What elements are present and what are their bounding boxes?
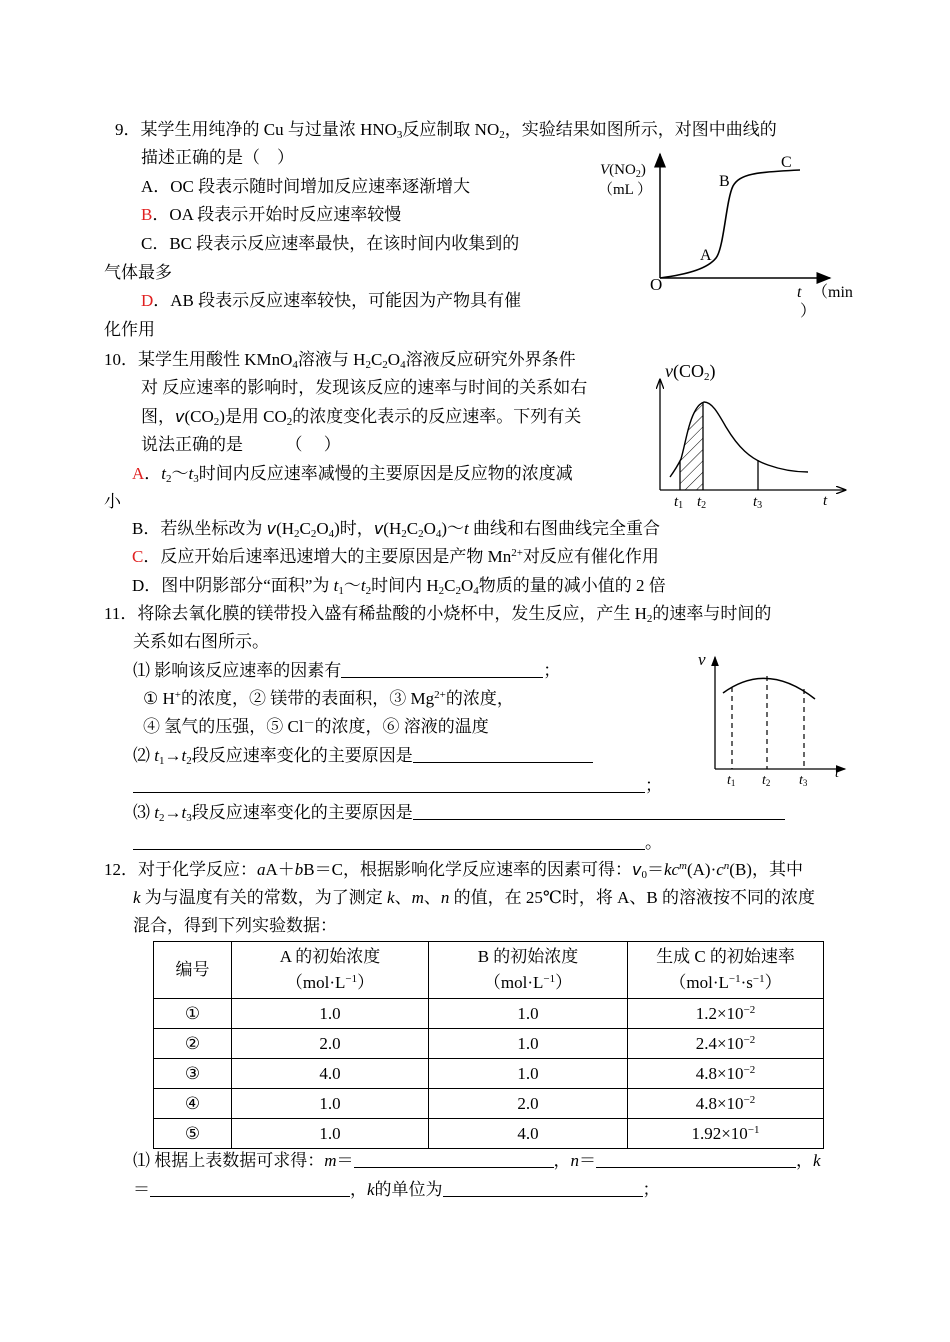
x-axis-label: t xyxy=(823,493,828,509)
rate-value: 4.8×10 xyxy=(695,1093,744,1113)
y-axis-label-sub: 2 xyxy=(704,371,710,383)
factor-text: 的浓度，② 镁带的表面积，③ Mg xyxy=(181,689,435,708)
math-var: v xyxy=(631,860,642,879)
arrow: → xyxy=(164,746,182,765)
header-unit xyxy=(429,970,627,996)
table-row xyxy=(154,999,824,1029)
q10-option-d[interactable] xyxy=(132,575,666,597)
answer-blank-m[interactable] xyxy=(354,1151,554,1168)
subscript: 2 xyxy=(166,473,172,485)
q12-part1-line1 xyxy=(133,1150,821,1172)
q10-figure-rate-time-curve xyxy=(650,355,860,515)
option-text: ．反应开始后速率迅速增大的主要原因是产物 Mn xyxy=(143,547,512,566)
subscript: 2 xyxy=(158,812,165,824)
option-text: ) xyxy=(441,519,448,538)
svg-text:t2 xyxy=(697,494,706,511)
stem-text: 、 xyxy=(423,888,441,907)
header-c-rate xyxy=(628,942,824,999)
q10-option-a[interactable] xyxy=(132,463,573,485)
option-text: ～ xyxy=(171,464,189,483)
y-axis-label-sub: 2 xyxy=(635,169,641,180)
unit-text: ·s xyxy=(740,973,753,992)
subscript: 4 xyxy=(435,528,442,540)
superscript: n xyxy=(723,860,730,872)
stem-text: )是用 CO xyxy=(219,407,287,426)
unit-text: ） xyxy=(357,973,375,992)
subscript: 3 xyxy=(193,473,199,485)
stem-text: ＝ xyxy=(646,860,664,879)
math-var: n xyxy=(440,888,450,907)
tick-t3: t xyxy=(753,494,758,510)
punct: ； xyxy=(642,1180,660,1199)
cell-a-conc: 2.0 xyxy=(232,1029,429,1059)
subscript: 2 xyxy=(310,528,317,540)
cell-b-conc: 1.0 xyxy=(429,1029,628,1059)
curve xyxy=(723,678,815,699)
punct: ； xyxy=(645,776,662,795)
subscript: 1 xyxy=(338,585,344,597)
q10-option-c[interactable] xyxy=(132,546,659,568)
q9-option-b[interactable] xyxy=(141,204,401,226)
question-number: 12． xyxy=(104,860,138,879)
math-var: v xyxy=(175,407,185,426)
question-number: 10． xyxy=(104,350,138,369)
x-axis-label: t xyxy=(835,766,839,781)
tick-t1: t xyxy=(727,773,731,788)
subscript: 2 xyxy=(382,359,388,371)
table-row xyxy=(154,1059,824,1089)
subscript: 1 xyxy=(158,755,165,767)
q10-stem-line4: 说法正确的是 （ ） xyxy=(141,435,341,454)
math-var: a xyxy=(257,860,266,879)
cell-a-conc: 1.0 xyxy=(232,999,429,1029)
stem-text: ，实验结果如图所示，对图中曲线的 xyxy=(504,120,777,139)
subscript: 4 xyxy=(328,528,335,540)
table-row xyxy=(154,1089,824,1119)
q12-stem-line3: 混合，得到下列实验数据： xyxy=(133,916,337,935)
math-var: t xyxy=(188,464,194,483)
y-axis-label: (NO xyxy=(609,162,636,178)
factor-text: ① H xyxy=(143,689,175,708)
q12-part1-line2 xyxy=(133,1179,660,1201)
cell-id: ③ xyxy=(154,1059,232,1089)
answer-blank[interactable] xyxy=(133,833,645,850)
rate-value: 1.92×10 xyxy=(691,1123,748,1143)
math-var: m xyxy=(411,888,424,907)
superscript: － xyxy=(303,717,315,729)
math-var: t xyxy=(333,576,339,595)
option-text: C xyxy=(444,576,456,595)
svg-text:t1 xyxy=(727,773,735,788)
unit-text: （mol·L xyxy=(483,973,544,992)
svg-text:t3 xyxy=(753,494,762,511)
tick-t2: t xyxy=(762,773,766,788)
point-c-label: C xyxy=(781,154,792,171)
question-number: 11． xyxy=(104,604,138,623)
stem-text: 为与温度有关的常数，为了测定 xyxy=(140,888,388,907)
q12-stem-line1 xyxy=(104,859,803,881)
math-var: t xyxy=(360,576,366,595)
option-text: ．BC 段表示反应速率最快，在该时间内收集到的 xyxy=(152,234,520,253)
cell-rate xyxy=(628,1029,824,1059)
x-axis-unit: ） xyxy=(800,303,817,320)
svg-text:t2 xyxy=(762,773,770,788)
math-var: t xyxy=(464,519,469,538)
subscript: 3 xyxy=(186,812,192,824)
cell-b-conc: 1.0 xyxy=(429,1059,628,1089)
stem-text: 溶液反应研究外界条件 xyxy=(405,350,576,369)
q11-factors-line1 xyxy=(143,688,514,710)
q11-part3-cont xyxy=(133,832,662,854)
superscript: −1 xyxy=(752,973,765,985)
q9-option-d-cont: 化作用 xyxy=(104,320,155,339)
stem-text: 将除去氧化膜的镁带投入盛有稀盐酸的小烧杯中，发生反应，产生 H xyxy=(137,604,647,623)
q9-figure-volume-time-curve xyxy=(590,140,870,330)
punct: ， xyxy=(350,1180,367,1199)
cell-b-conc: 2.0 xyxy=(429,1089,628,1119)
tick-sub: 1 xyxy=(730,778,736,788)
header-unit xyxy=(232,970,428,996)
stem-text: 对于化学反应： xyxy=(138,860,257,879)
y-axis-label: v xyxy=(698,650,706,669)
tick-sub: 2 xyxy=(701,500,707,511)
shaded-area xyxy=(680,402,703,490)
math-var: t xyxy=(181,746,187,765)
subscript: 4 xyxy=(292,359,298,371)
q9-stem-line2: 描述正确的是（ ） xyxy=(141,148,294,167)
cell-a-conc: 1.0 xyxy=(232,1119,429,1149)
math-var: b xyxy=(294,860,304,879)
curve xyxy=(660,170,800,278)
superscript: + xyxy=(174,689,181,701)
y-axis-label: ) xyxy=(640,162,646,178)
option-text: (H xyxy=(276,519,295,538)
stem-text: 的浓度变化表示的反应速率。下列有关 xyxy=(292,407,582,426)
math-var: t xyxy=(161,464,167,483)
option-text: ～ xyxy=(343,576,361,595)
stem-text: 某学生用纯净的 Cu 与过量浓 HNO xyxy=(140,120,397,139)
cell-a-conc: 4.0 xyxy=(232,1059,429,1089)
unit-text: ） xyxy=(764,973,782,992)
math-var: k xyxy=(133,888,141,907)
option-text: )时， xyxy=(334,519,374,538)
option-text: (H xyxy=(383,519,402,538)
subscript: 2 xyxy=(213,416,220,428)
answer-blank-n[interactable] xyxy=(596,1151,796,1168)
svg-text:t1 xyxy=(674,494,683,511)
q9-option-c[interactable] xyxy=(141,233,519,255)
x-axis-unit: （min xyxy=(812,284,853,301)
stem-text: (CO xyxy=(184,407,214,426)
superscript: −2 xyxy=(743,1003,756,1016)
header-text: B 的初始浓度 xyxy=(477,947,579,966)
option-text: 时间内反应速率减慢的主要原因是反应物的浓度减 xyxy=(198,464,573,483)
header-a-conc xyxy=(232,942,429,999)
option-text: O xyxy=(316,519,329,538)
math-var: kc xyxy=(663,860,680,879)
math-var: k xyxy=(367,1180,375,1199)
tick-t3: t xyxy=(799,773,803,788)
svg-text:v(CO2) xyxy=(665,361,716,383)
math-var: v xyxy=(373,519,384,538)
superscript: 2+ xyxy=(511,547,523,559)
part-label: ⑶ xyxy=(133,803,155,822)
svg-text:t3 xyxy=(799,773,808,788)
unit-text: （mol·L xyxy=(669,973,729,992)
q11-part2-cont xyxy=(133,775,662,797)
option-text: ．图中阴影部分“面积”为 xyxy=(144,576,334,595)
option-letter-correct: C xyxy=(132,547,144,566)
option-text: C xyxy=(406,519,419,538)
superscript: −1 xyxy=(747,1123,760,1136)
cell-b-conc: 1.0 xyxy=(429,999,628,1029)
math-var: m xyxy=(324,1151,337,1170)
q11-stem-line1 xyxy=(104,603,771,625)
stem-text: (A)· xyxy=(686,860,717,879)
table-header-row xyxy=(154,942,824,999)
cell-rate xyxy=(628,1059,824,1089)
subscript: 2 xyxy=(365,359,371,371)
q11-figure-h2-rate-curve xyxy=(690,645,860,790)
punct: ， xyxy=(553,1151,571,1170)
option-letter: C xyxy=(141,234,153,253)
cell-rate xyxy=(628,1119,824,1149)
part-text: 段反应速率变化的主要原因是 xyxy=(191,746,413,765)
header-id xyxy=(154,942,232,999)
option-text: ～ xyxy=(447,519,465,538)
cell-rate xyxy=(628,999,824,1029)
subscript: 2 xyxy=(418,528,424,540)
q10-stem-line1 xyxy=(104,349,576,371)
option-text: 时间内 H xyxy=(371,576,439,595)
option-letter: B xyxy=(132,519,144,538)
subscript: 2 xyxy=(499,129,505,141)
y-axis-label: v xyxy=(665,361,673,381)
option-text: 物质的量的减小值的 2 倍 xyxy=(478,576,666,595)
answer-blank[interactable] xyxy=(413,746,593,763)
rate-value: 1.2×10 xyxy=(695,1003,744,1023)
math-var: t xyxy=(181,803,187,822)
unit-text: ） xyxy=(555,973,573,992)
subscript: 2 xyxy=(455,585,461,597)
option-letter-correct: D xyxy=(141,291,154,310)
math-var: n xyxy=(570,1151,580,1170)
option-text: ．OA 段表示开始时反应速率较慢 xyxy=(152,205,402,224)
answer-blank-k-unit[interactable] xyxy=(443,1180,643,1197)
math-var: k xyxy=(387,888,395,907)
cell-id: ① xyxy=(154,999,232,1029)
q10-option-a-cont: 小 xyxy=(104,492,121,511)
superscript: 2+ xyxy=(434,689,446,701)
subscript: 0 xyxy=(641,869,647,881)
tick-t1: t xyxy=(674,494,679,510)
cell-id: ⑤ xyxy=(154,1119,232,1149)
table-row xyxy=(154,1029,824,1059)
math-var: t xyxy=(154,803,159,822)
subscript: 2 xyxy=(186,755,192,767)
part-text: 段反应速率变化的主要原因是 xyxy=(191,803,413,822)
tick-sub: 3 xyxy=(802,778,808,788)
punct: ＝ xyxy=(579,1151,597,1170)
y-axis-label: V xyxy=(600,162,610,178)
header-b-conc xyxy=(429,942,628,999)
subscript: 2 xyxy=(294,528,300,540)
q11-part2 xyxy=(133,745,593,767)
q11-stem-line2: 关系如右图所示。 xyxy=(133,632,269,651)
option-text: 对反应有催化作用 xyxy=(522,547,659,566)
superscript: −2 xyxy=(743,1033,756,1046)
header-text: 编号 xyxy=(175,960,210,979)
answer-blank[interactable] xyxy=(133,776,645,793)
punct: ， xyxy=(796,1151,814,1170)
stem-text: 图， xyxy=(141,407,175,426)
part-label: ⑵ xyxy=(133,746,155,765)
subscript: 2 xyxy=(401,528,407,540)
subscript: 2 xyxy=(365,585,372,597)
q10-stem-line2: 对 反应速率的影响时，发现该反应的速率与时间的关系如右 xyxy=(141,378,588,397)
factor-text: 的浓度， xyxy=(445,689,514,708)
experiment-data-table xyxy=(153,941,824,1149)
y-axis-label: (CO xyxy=(673,361,704,381)
stem-text: C xyxy=(370,350,383,369)
answer-blank[interactable] xyxy=(341,661,543,678)
point-b-label: B xyxy=(719,173,730,190)
stem-text: B＝C，根据影响化学反应速率的因素可得： xyxy=(303,860,632,879)
origin-label: O xyxy=(650,275,663,294)
superscript: m xyxy=(679,860,687,872)
option-sep: ． xyxy=(144,464,162,483)
superscript: −2 xyxy=(743,1063,756,1076)
factor-text: ④ 氢气的压强，⑤ Cl xyxy=(143,717,304,736)
q10-stem-line3 xyxy=(141,406,581,428)
cell-b-conc: 4.0 xyxy=(429,1119,628,1149)
subscript: 4 xyxy=(400,359,406,371)
option-text: ．AB 段表示反应速率较快，可能因为产物具有催 xyxy=(153,291,522,310)
option-letter-correct: A xyxy=(132,464,145,483)
stem-text: 某学生用酸性 KMnO xyxy=(138,350,293,369)
stem-text: 的值，在 25℃时，将 A、B 的溶液按不同的浓度 xyxy=(449,888,816,907)
stem-text: 的速率与时间的 xyxy=(652,604,772,623)
math-var: v xyxy=(266,519,277,538)
tick-sub: 1 xyxy=(678,500,684,511)
q11-factors-line2 xyxy=(143,716,489,738)
q10-option-b[interactable] xyxy=(132,518,660,540)
superscript: −1 xyxy=(728,973,741,985)
option-letter: A xyxy=(141,177,154,196)
stem-text: 、 xyxy=(394,888,412,907)
question-number: 9． xyxy=(115,120,141,139)
svg-text:V(NO2) xyxy=(600,162,646,180)
stem-text: 溶液与 H xyxy=(297,350,366,369)
rate-value: 2.4×10 xyxy=(695,1033,744,1053)
cell-rate xyxy=(628,1089,824,1119)
option-text: O xyxy=(460,576,474,595)
q11-part3 xyxy=(133,802,785,824)
rate-value: 4.8×10 xyxy=(695,1063,744,1083)
answer-blank-k[interactable] xyxy=(150,1180,350,1197)
option-letter-correct: B xyxy=(141,205,153,224)
math-var: c xyxy=(716,860,724,879)
stem-text: O xyxy=(387,350,401,369)
arrow: → xyxy=(164,803,182,822)
point-a-label: A xyxy=(700,247,712,264)
superscript: −2 xyxy=(743,1093,756,1106)
y-axis-label: ) xyxy=(709,361,716,381)
q9-option-c-cont: 气体最多 xyxy=(104,263,172,282)
tick-sub: 3 xyxy=(757,500,763,511)
subscript: 2 xyxy=(286,416,293,428)
tick-t2: t xyxy=(697,494,702,510)
q9-option-d[interactable] xyxy=(141,290,521,312)
option-letter: D xyxy=(132,576,145,595)
q9-stem-line1 xyxy=(115,119,777,141)
stem-text: 反应制取 NO xyxy=(402,120,500,139)
punct: ； xyxy=(543,661,561,680)
cell-id: ④ xyxy=(154,1089,232,1119)
header-text: 生成 C 的初始速率 xyxy=(656,947,795,966)
q9-option-a[interactable] xyxy=(141,176,470,198)
header-text: A 的初始浓度 xyxy=(279,947,381,966)
part-label: ⑴ 影响该反应速率的因素有 xyxy=(133,661,342,680)
math-var: k xyxy=(813,1151,821,1170)
stem-text: A＋ xyxy=(265,860,295,879)
y-axis-unit: （mL ） xyxy=(598,182,653,198)
unit-text: （mol·L xyxy=(285,973,346,992)
punct: ＝ xyxy=(133,1180,150,1199)
q11-part1 xyxy=(133,660,560,682)
part-text: 的单位为 xyxy=(374,1180,443,1199)
subscript: 4 xyxy=(473,585,479,597)
table-row xyxy=(154,1119,824,1149)
superscript: −1 xyxy=(345,973,358,985)
punct: ＝ xyxy=(336,1151,354,1170)
answer-blank[interactable] xyxy=(413,803,785,820)
x-axis-label: t xyxy=(797,284,802,301)
cell-a-conc: 1.0 xyxy=(232,1089,429,1119)
punct: 。 xyxy=(645,833,662,852)
option-text: ．若纵坐标改为 xyxy=(143,519,267,538)
stem-text: (B)，其中 xyxy=(729,860,803,879)
part-label: ⑴ 根据上表数据可求得： xyxy=(133,1151,325,1170)
math-var: t xyxy=(154,746,159,765)
subscript: 2 xyxy=(646,613,653,625)
subscript: 3 xyxy=(396,129,403,141)
factor-text: 的浓度，⑥ 溶液的温度 xyxy=(314,717,489,736)
option-text: 曲线和右图曲线完全重合 xyxy=(468,519,661,538)
tick-sub: 2 xyxy=(765,778,771,788)
q12-stem-line2 xyxy=(133,887,815,909)
subscript: 2 xyxy=(438,585,445,597)
cell-id: ② xyxy=(154,1029,232,1059)
option-text: O xyxy=(423,519,436,538)
option-text: C xyxy=(299,519,311,538)
superscript: −1 xyxy=(543,973,556,985)
header-unit xyxy=(628,970,823,996)
option-text: ．OC 段表示随时间增加反应速率逐渐增大 xyxy=(153,177,471,196)
